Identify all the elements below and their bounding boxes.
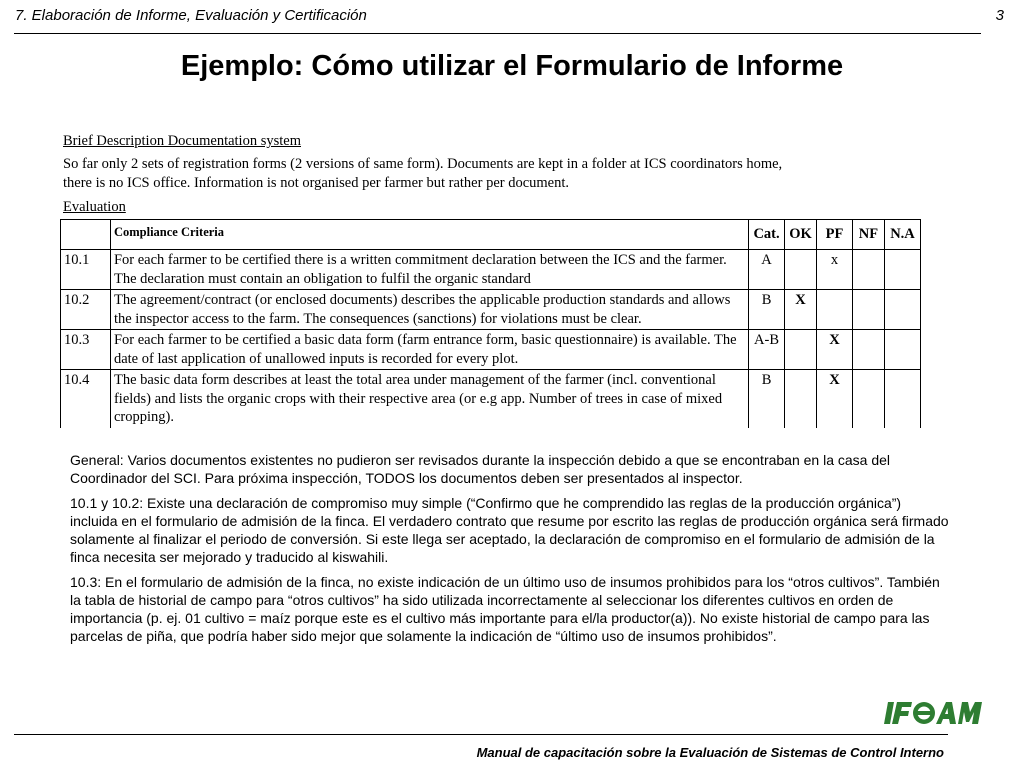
row-cat: B	[749, 370, 785, 428]
row-na	[884, 330, 920, 370]
table-row	[61, 330, 921, 370]
brief-description-text: So far only 2 sets of registration forms (2 versions of same form). Documents are kept in a folder at ICS coordinators home, there is no ICS office. Information is not organised per farmer but rather per document.	[63, 156, 783, 191]
row-id: 10.1	[61, 250, 111, 290]
header-divider	[14, 33, 981, 34]
row-pf: x	[817, 250, 853, 290]
row-nf	[852, 370, 884, 428]
brief-description-heading: Brief Description Documentation system	[63, 133, 301, 149]
row-ok	[785, 250, 817, 290]
note-general: General: Varios documentos existentes no pudieron ser revisados durante la inspección debido a que se encontraban en la casa del Coordinador del SCI. Para próxima inspección, TODOS los documentos deben ser presentados al inspector.	[70, 452, 891, 486]
footer-text: Manual de capacitación sobre la Evaluación de Sistemas de Control Interno	[476, 745, 944, 760]
slide-title: Ejemplo: Cómo utilizar el Formulario de Informe	[180, 50, 844, 82]
row-cat: A	[749, 250, 785, 290]
table-row	[61, 370, 921, 428]
row-na	[884, 250, 920, 290]
row-cat: B	[749, 290, 785, 330]
row-id: 10.3	[61, 330, 111, 370]
cat-header: Cat.	[749, 220, 785, 250]
row-nf	[852, 330, 884, 370]
row-criteria: The agreement/contract (or enclosed documents) describes the applicable production standards and allows the inspector access to the farm. The consequences (sanctions) for violations must be clear.	[110, 290, 748, 330]
note-10-1-10-2: 10.1 y 10.2: Existe una declaración de compromiso muy simple (“Confirmo que he comprendido las reglas de la producción orgánica”) incluida en el formulario de admisión de la finca. El verdadero contrato que resume por escrito las reglas de producción orgánica será firmado solamente al finalizar el periodo de conversión. Si este llega ser aceptado, la declaración de compromiso en el formulario de admisión de la finca necesita ser mejorado y traducido al kiswahili.	[70, 495, 949, 565]
table-header-row	[61, 220, 921, 250]
table-row	[61, 290, 921, 330]
note-10-3: 10.3: En el formulario de admisión de la finca, no existe indicación de un último uso de insumos prohibidos para los “otros cultivos”. También la tabla de historial de campo para “otros cultivos” ha sido utilizada incorrectamente al seleccionar los diferentes cultivos en orden de importancia (p. ej. 01 cultivo = maíz porque este es el cultivo más importante para el/la productor(a)). No existe historial de campo para las parcelas de piña, que podría haber sido mejor que solamente la indicación de “último uso de insumos prohibidos”.	[70, 574, 940, 644]
row-id: 10.2	[61, 290, 111, 330]
evaluation-notes	[70, 451, 950, 652]
footer-divider	[14, 734, 948, 735]
pf-header: PF	[817, 220, 853, 250]
row-na	[884, 290, 920, 330]
evaluation-heading: Evaluation	[63, 199, 126, 215]
row-ok: X	[785, 290, 817, 330]
page-number: 3	[995, 7, 1004, 24]
nf-header: NF	[852, 220, 884, 250]
row-criteria: For each farmer to be certified there is a written commitment declaration between the ICS and the farmer. The declaration must contain an obligation to fulfil the organic standard	[110, 250, 748, 290]
na-header: N.A	[884, 220, 920, 250]
row-pf: X	[817, 370, 853, 428]
row-criteria: The basic data form describes at least the total area under management of the farmer (incl. conventional fields) and lists the organic crops with their respective area (or e.g app. Number of trees in case of mixed cropping).	[110, 370, 748, 428]
row-id: 10.4	[61, 370, 111, 428]
row-nf	[852, 250, 884, 290]
id-header	[61, 220, 111, 250]
chapter-heading: 7. Elaboración de Informe, Evaluación y Certificación	[15, 7, 367, 24]
row-pf: X	[817, 330, 853, 370]
row-criteria: For each farmer to be certified a basic data form (farm entrance form, basic questionnaire) is available. The date of last application of unallowed inputs is recorded for every plot.	[110, 330, 748, 370]
ifoam-logo	[884, 698, 984, 728]
row-na	[884, 370, 920, 428]
row-nf	[852, 290, 884, 330]
row-ok	[785, 330, 817, 370]
ok-header: OK	[785, 220, 817, 250]
table-row	[61, 250, 921, 290]
criteria-header: Compliance Criteria	[110, 220, 748, 250]
row-ok	[785, 370, 817, 428]
row-cat: A-B	[749, 330, 785, 370]
row-pf	[817, 290, 853, 330]
compliance-table	[60, 219, 921, 428]
